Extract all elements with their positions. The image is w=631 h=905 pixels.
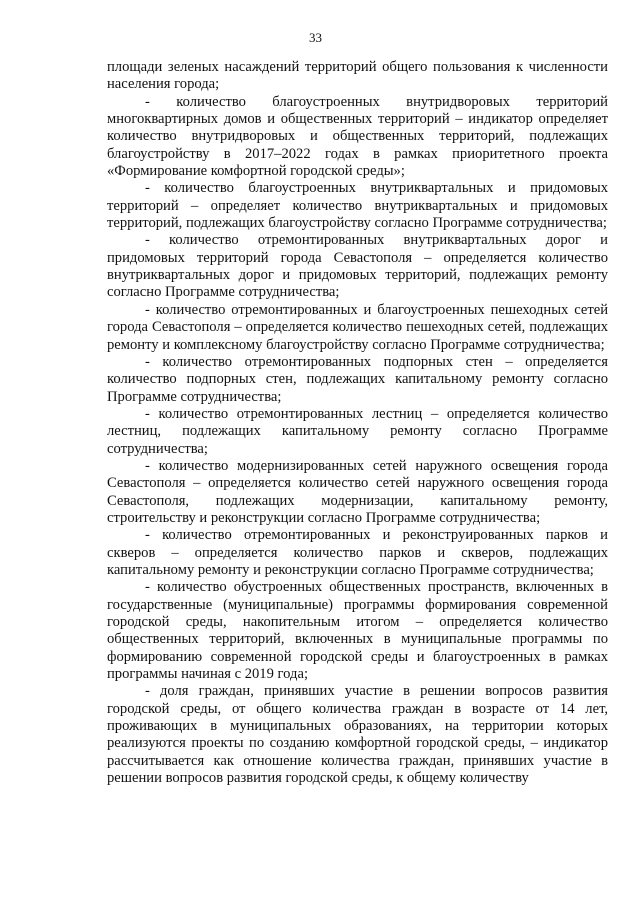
paragraph-indicator-stairs: - количество отремонтированных лестниц – определяется количество лестниц, подлежащих капитальному ремонту согласно Программе сотрудничества; bbox=[107, 405, 608, 457]
paragraph-indicator-parks: - количество отремонтированных и реконструированных парков и скверов – определяется количество парков и скверов, подлежащих капитальному ремонту и реконструкции согласно Программе сотрудничества; bbox=[107, 527, 608, 578]
paragraph-indicator-pedestrian-networks: - количество отремонтированных и благоустроенных пешеходных сетей города Севастополя – определяется количество пешеходных сетей, подлежащих ремонту и комплексному благоустройству согласно Программе сотрудничества; bbox=[107, 301, 608, 353]
paragraph-indicator-street-lighting: - количество модернизированных сетей наружного освещения города Севастополя – определяется количество сетей наружного освещения города Севастополя, подлежащих модернизации, капитальному ремонту, строительству и реконструкции согласно Программе сотрудничества; bbox=[107, 457, 608, 526]
page-number: 33 bbox=[309, 30, 322, 45]
document-body bbox=[107, 59, 608, 787]
paragraph-indicator-roads: - количество отремонтированных внутриквартальных дорог и придомовых территорий города Севастополя – определяется количество внутриквартальных дорог и придомовых территорий, подлежащих ремонту согласно Программе сотрудничества; bbox=[107, 232, 608, 301]
paragraph-indicator-citizen-participation: - доля граждан, принявших участие в решении вопросов развития городской среды, от общего количества граждан в возрасте от 14 лет, проживающих в муниципальных образованиях, на территории которых реализуются проекты по созданию комфортной городской среды, – индикатор рассчитывается как отношение количества граждан, принявших участие в решении вопросов развития городской среды, к общему количеству bbox=[107, 683, 608, 787]
paragraph-indicator-public-spaces: - количество обустроенных общественных пространств, включенных в государственные (муниципальные) программы формирования современной городской среды, накопительным итогом – определяется количество общественных территорий, включенных в муниципальные программы по формированию современной городской среды и благоустроенных в рамках программы начиная с 2019 года; bbox=[107, 579, 608, 683]
paragraph-indicator-retaining-walls: - количество отремонтированных подпорных стен – определяется количество подпорных стен, подлежащих капитальному ремонту согласно Программе сотрудничества; bbox=[107, 353, 608, 405]
paragraph-indicator-intraquarter-territories: - количество благоустроенных внутриквартальных и придомовых территорий – определяет количество внутриквартальных и придомовых территорий, подлежащих благоустройству согласно Программе сотрудничества; bbox=[107, 180, 608, 232]
paragraph-continuation: площади зеленых насаждений территорий общего пользования к численности населения города; bbox=[107, 59, 608, 93]
paragraph-indicator-courtyards: - количество благоустроенных внутридворовых территорий многоквартирных домов и общественных территорий – индикатор определяет количество внутридворовых и общественных территорий, подлежащих благоустройству в 2017–2022 годах в рамках приоритетного проекта «Формирование комфортной городской среды»; bbox=[107, 93, 608, 180]
